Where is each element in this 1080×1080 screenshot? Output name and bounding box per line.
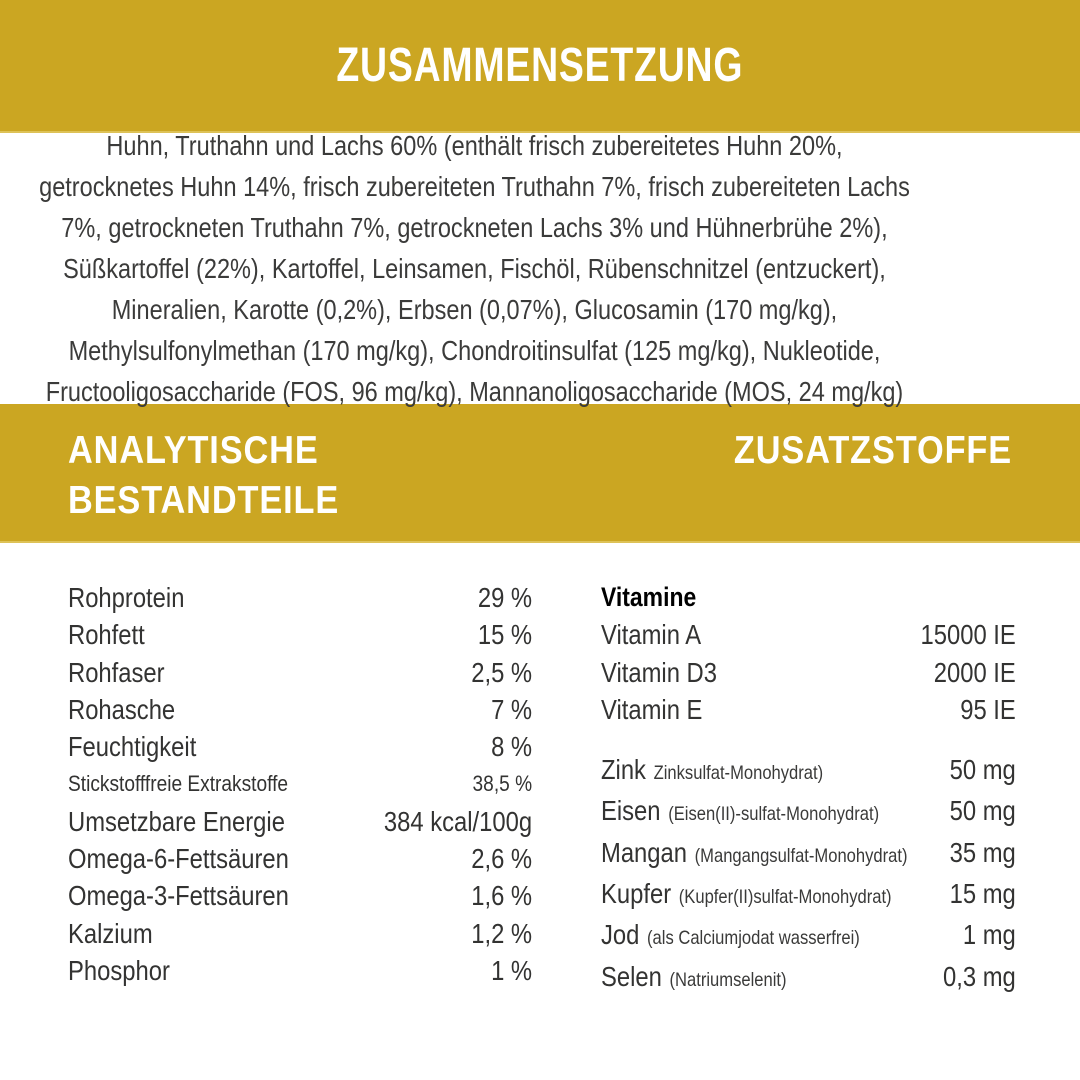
additives-table: [601, 579, 1016, 999]
row-label: Kalzium: [68, 917, 153, 949]
row-value: 29 %: [477, 582, 533, 613]
row-value: 2,5 %: [471, 656, 533, 688]
row-note: (Natriumselenit): [669, 968, 787, 991]
row-value: 8 %: [491, 731, 533, 763]
table-row: [68, 803, 532, 840]
row-label: Vitamin E: [601, 693, 703, 725]
row-label: Feuchtigkeit: [68, 731, 197, 763]
table-row: [601, 616, 1016, 653]
data-columns: [0, 543, 1080, 999]
table-row: [601, 875, 1016, 916]
row-label: Selen: [601, 960, 662, 992]
row-label-group: [601, 916, 860, 957]
analytical-title-line1: ANALYTISCHE: [68, 429, 319, 472]
row-label: Omega-3-Fettsäuren: [68, 880, 289, 912]
table-row: [68, 877, 532, 914]
row-value: 35 mg: [949, 836, 1016, 868]
row-note: (Kupfer(II)sulfat-Monohydrat): [678, 886, 892, 909]
analytical-title-line2: BESTANDTEILE: [68, 479, 340, 522]
table-row: [68, 952, 532, 989]
table-row: [68, 728, 532, 765]
row-label: Eisen: [601, 795, 661, 827]
additives-title: ZUSATZSTOFFE: [733, 429, 1012, 472]
row-value: 38,5 %: [472, 771, 533, 797]
row-label: Rohfett: [68, 619, 145, 651]
row-value: 15 %: [477, 619, 533, 651]
row-label: Vitamin A: [601, 619, 702, 651]
table-row: [601, 958, 1016, 999]
row-value: 50 mg: [949, 795, 1016, 827]
row-label: Vitamin D3: [601, 656, 717, 688]
table-row: [601, 916, 1016, 957]
row-label: Mangan: [601, 836, 688, 868]
row-label: Zink: [601, 754, 646, 786]
row-label: Rohprotein: [68, 582, 185, 613]
section-banner: [0, 404, 1080, 543]
row-label: Phosphor: [68, 954, 170, 986]
table-row: [68, 579, 532, 616]
row-label-group: [601, 792, 879, 833]
analytical-table-inner: [68, 579, 532, 989]
row-label: Umsetzbare Energie: [68, 805, 285, 837]
table-row: [68, 691, 532, 728]
row-label-group: [601, 875, 892, 916]
table-row: [601, 654, 1016, 691]
row-value: 15000 IE: [920, 619, 1016, 651]
row-note: (als Calciumjodat wasserfrei): [647, 927, 860, 950]
row-value: 15 mg: [949, 878, 1016, 910]
row-label: Kupfer: [601, 878, 672, 910]
table-row: [601, 834, 1016, 875]
minerals-block: [601, 751, 1016, 999]
row-value: 1 mg: [962, 919, 1016, 951]
table-row: [68, 765, 532, 802]
row-value: 2,6 %: [471, 843, 533, 875]
row-value: 95 IE: [960, 693, 1016, 725]
additives-table-inner: [601, 579, 1016, 999]
row-note: (Mangangsulfat-Monohydrat): [694, 844, 908, 867]
row-label: Jod: [601, 919, 640, 951]
row-value: 1 %: [491, 954, 533, 986]
table-row: [68, 654, 532, 691]
table-row: [68, 840, 532, 877]
row-label: Omega-6-Fettsäuren: [68, 843, 289, 875]
row-value: 1,6 %: [471, 880, 533, 912]
ingredients-section: [0, 130, 1080, 407]
row-note: (Eisen(II)-sulfat-Monohydrat): [668, 803, 880, 826]
row-label-group: [601, 751, 823, 792]
table-row: [601, 691, 1016, 728]
row-label: Rohfaser: [68, 656, 165, 688]
table-row: [68, 915, 532, 952]
row-label: Stickstofffreie Extrakstoffe: [68, 771, 289, 797]
vitamins-header-row: [601, 579, 1016, 616]
row-value: 384 kcal/100g: [383, 805, 533, 837]
table-row: [601, 751, 1016, 792]
composition-title: ZUSAMMENSETZUNG: [336, 39, 744, 92]
analytical-table: [68, 579, 532, 999]
table-row: [601, 792, 1016, 833]
row-note: Zinksulfat-Monohydrat): [653, 762, 824, 785]
table-row: [68, 616, 532, 653]
composition-banner: [0, 0, 1080, 133]
row-label: Rohasche: [68, 693, 176, 725]
row-label-group: [601, 958, 787, 999]
row-value: 7 %: [491, 693, 533, 725]
row-label-group: [601, 834, 907, 875]
analytical-title: [68, 426, 339, 526]
row-value: 0,3 mg: [943, 960, 1016, 992]
row-value: 2000 IE: [933, 656, 1016, 688]
row-value: 1,2 %: [471, 917, 533, 949]
vitamins-header: Vitamine: [601, 582, 697, 612]
ingredients-text: Huhn, Truthahn und Lachs 60% (enthält frisch zubereitetes Huhn 20%, getrocknetes Huhn 14%, frisch zubereiteten Truthahn 7%, frisch zubereiteten Lachs 7%, getrockneten Truthahn 7%, getrockneten Lachs 3% und Hühnerbrühe 2%), Süßkartoffel (22%), Kartoffel, Leinsamen, Fischöl, Rübenschnitzel (entzuckert), Mineralien, Karotte (0,2%), Erbsen (0,07%), Glucosamin (170 mg/kg), Methylsulfonylmethan (170 mg/kg), Chondroitinsulfat (125 mg/kg), Nukleotide, Fructooligosaccharide (FOS, 96 mg/kg), Mannanoligosaccharide (MOS, 24 mg/kg): [39, 130, 910, 407]
row-value: 50 mg: [949, 754, 1016, 786]
